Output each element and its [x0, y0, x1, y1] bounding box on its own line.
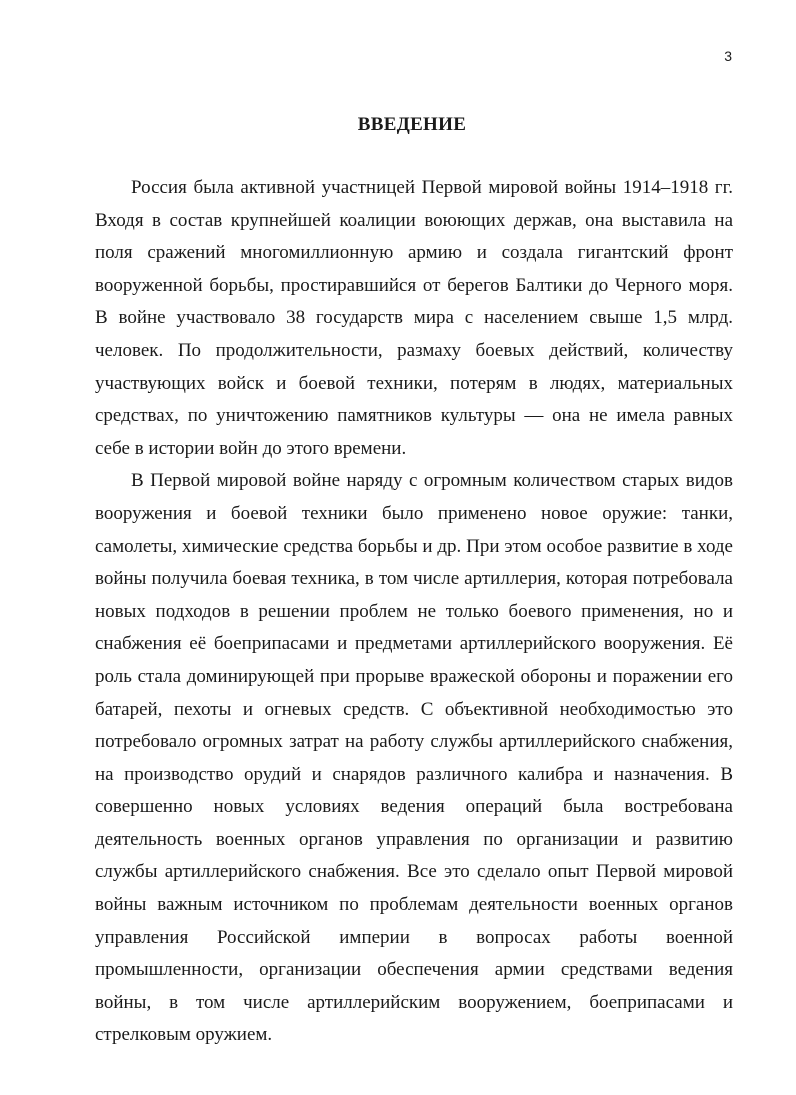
body-text	[95, 172, 733, 1052]
paragraph: Россия была активной участницей Первой мировой войны 1914–1918 гг. Входя в состав крупнейшей коалиции воюющих держав, она выставила на поля сражений многомиллионную армию и создала гигантский фронт вооруженной борьбы, простиравшийся от берегов Балтики до Черного моря. В войне участвовало 38 государств мира с населением свыше 1,5 млрд. человек. По продолжительности, размаху боевых действий, количеству участвующих войск и боевой техники, потерям в людях, материальных средствах, по уничтожению памятников культуры — она не имела равных себе в истории войн до этого времени.	[95, 177, 733, 459]
paragraph: В Первой мировой войне наряду с огромным количеством старых видов вооружения и боевой техники было применено новое оружие: танки, самолеты, химические средства борьбы и др. При этом особое развитие в ходе войны получила боевая техника, в том числе артиллерия, которая потребовала новых подходов в решении проблем не только боевого применения, но и снабжения её боеприпасами и предметами артиллерийского вооружения. Её роль стала доминирующей при прорыве вражеской обороны и поражении его батарей, пехоты и огневых средств. С объективной необходимостью это потребовало огромных затрат на работу службы артиллерийского снабжения, на производство орудий и снарядов различного калибра и назначения. В совершенно новых условиях ведения операций была востребована деятельность военных органов управления по организации и развитию службы артиллерийского снабжения. Все это сделало опыт Первой мировой войны важным источником по проблемам деятельности военных органов управления Российской империи в вопросах работы военной промышленности, организации обеспечения армии средствами ведения войны, в том числе артиллерийским вооружением, боеприпасами и стрелковым оружием.	[95, 470, 733, 1046]
section-title: ВВЕДЕНИЕ	[357, 114, 467, 135]
page-number: 3	[724, 48, 732, 64]
